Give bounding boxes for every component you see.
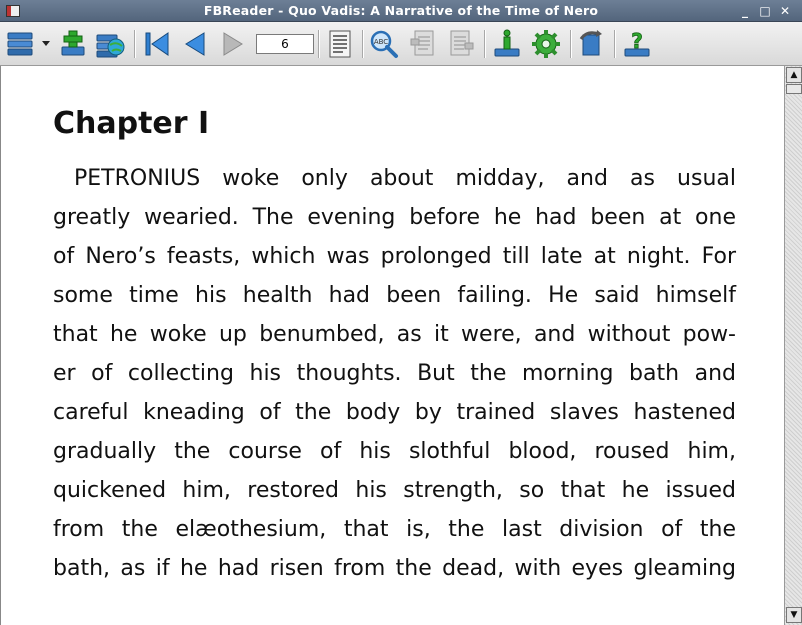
rotate-screen-icon <box>577 29 607 59</box>
library-icon <box>5 29 35 59</box>
table-of-contents-icon <box>325 29 355 59</box>
title-bar <box>0 0 802 22</box>
network-library-icon <box>95 29 125 59</box>
go-back-button[interactable] <box>178 27 212 61</box>
go-to-start-icon <box>142 29 172 59</box>
find-previous-button[interactable] <box>406 27 440 61</box>
help-button[interactable] <box>620 27 654 61</box>
preferences-icon <box>531 29 561 59</box>
svg-text:ABC: ABC <box>373 38 389 46</box>
scroll-up-button[interactable]: ▲ <box>786 67 802 83</box>
chapter-title: Chapter I <box>53 106 210 141</box>
rotate-screen-button[interactable] <box>575 27 609 61</box>
text-line: from the elæothesium, that is, the last division of the <box>53 517 736 542</box>
text-line: gradually the course of his slothful blood, roused him, <box>53 439 736 464</box>
add-book-icon <box>58 29 88 59</box>
book-info-button[interactable] <box>490 27 524 61</box>
close-button[interactable]: ✕ <box>779 4 791 18</box>
text-line: quickened him, restored his strength, so that he issued <box>53 478 736 503</box>
go-forward-button[interactable] <box>216 27 250 61</box>
search-button[interactable] <box>367 27 401 61</box>
library-dropdown-arrow-icon[interactable] <box>42 41 50 46</box>
text-line: of Nero’s feasts, which was prolonged till late at night. For <box>53 244 736 269</box>
table-of-contents-button[interactable] <box>323 27 357 61</box>
text-line: careful kneading of the body by trained slaves hastened <box>53 400 736 425</box>
maximize-button[interactable]: □ <box>759 4 771 18</box>
minimize-button[interactable]: _ <box>742 4 748 18</box>
scroll-down-button[interactable]: ▼ <box>786 607 802 623</box>
text-line: some time his health had been failing. He said himself <box>53 283 736 308</box>
scroll-thumb[interactable] <box>786 84 802 94</box>
help-icon <box>622 29 652 59</box>
text-line: greatly wearied. The evening before he had been at one <box>53 205 736 230</box>
find-next-button[interactable] <box>444 27 478 61</box>
network-library-button[interactable] <box>93 27 127 61</box>
toolbar-separator <box>134 30 136 58</box>
search-icon <box>369 29 399 59</box>
toolbar-separator <box>570 30 572 58</box>
library-button[interactable] <box>3 27 37 61</box>
find-next-icon <box>446 29 476 59</box>
reading-area[interactable] <box>0 66 784 625</box>
toolbar-separator <box>614 30 616 58</box>
page-number-input[interactable] <box>256 34 314 54</box>
toolbar-separator <box>362 30 364 58</box>
toolbar-separator <box>484 30 486 58</box>
book-info-icon <box>492 29 522 59</box>
text-line: er of collecting his thoughts. But the morning bath and <box>53 361 736 386</box>
go-forward-icon <box>218 29 248 59</box>
add-book-button[interactable] <box>56 27 90 61</box>
svg-text:?: ? <box>631 29 643 53</box>
toolbar-separator <box>318 30 320 58</box>
go-to-start-button[interactable] <box>140 27 174 61</box>
preferences-button[interactable] <box>529 27 563 61</box>
window-title: FBReader - Quo Vadis: A Narrative of the Time of Nero <box>203 3 599 18</box>
text-line: bath, as if he had risen from the dead, with eyes gleaming <box>53 556 736 581</box>
toolbar <box>0 22 802 66</box>
go-back-icon <box>180 29 210 59</box>
text-line: PETRONIUS woke only about midday, and as usual <box>74 166 736 191</box>
vertical-scrollbar[interactable] <box>784 66 802 625</box>
text-line: that he woke up benumbed, as it were, and without pow- <box>53 322 736 347</box>
find-previous-icon <box>408 29 438 59</box>
